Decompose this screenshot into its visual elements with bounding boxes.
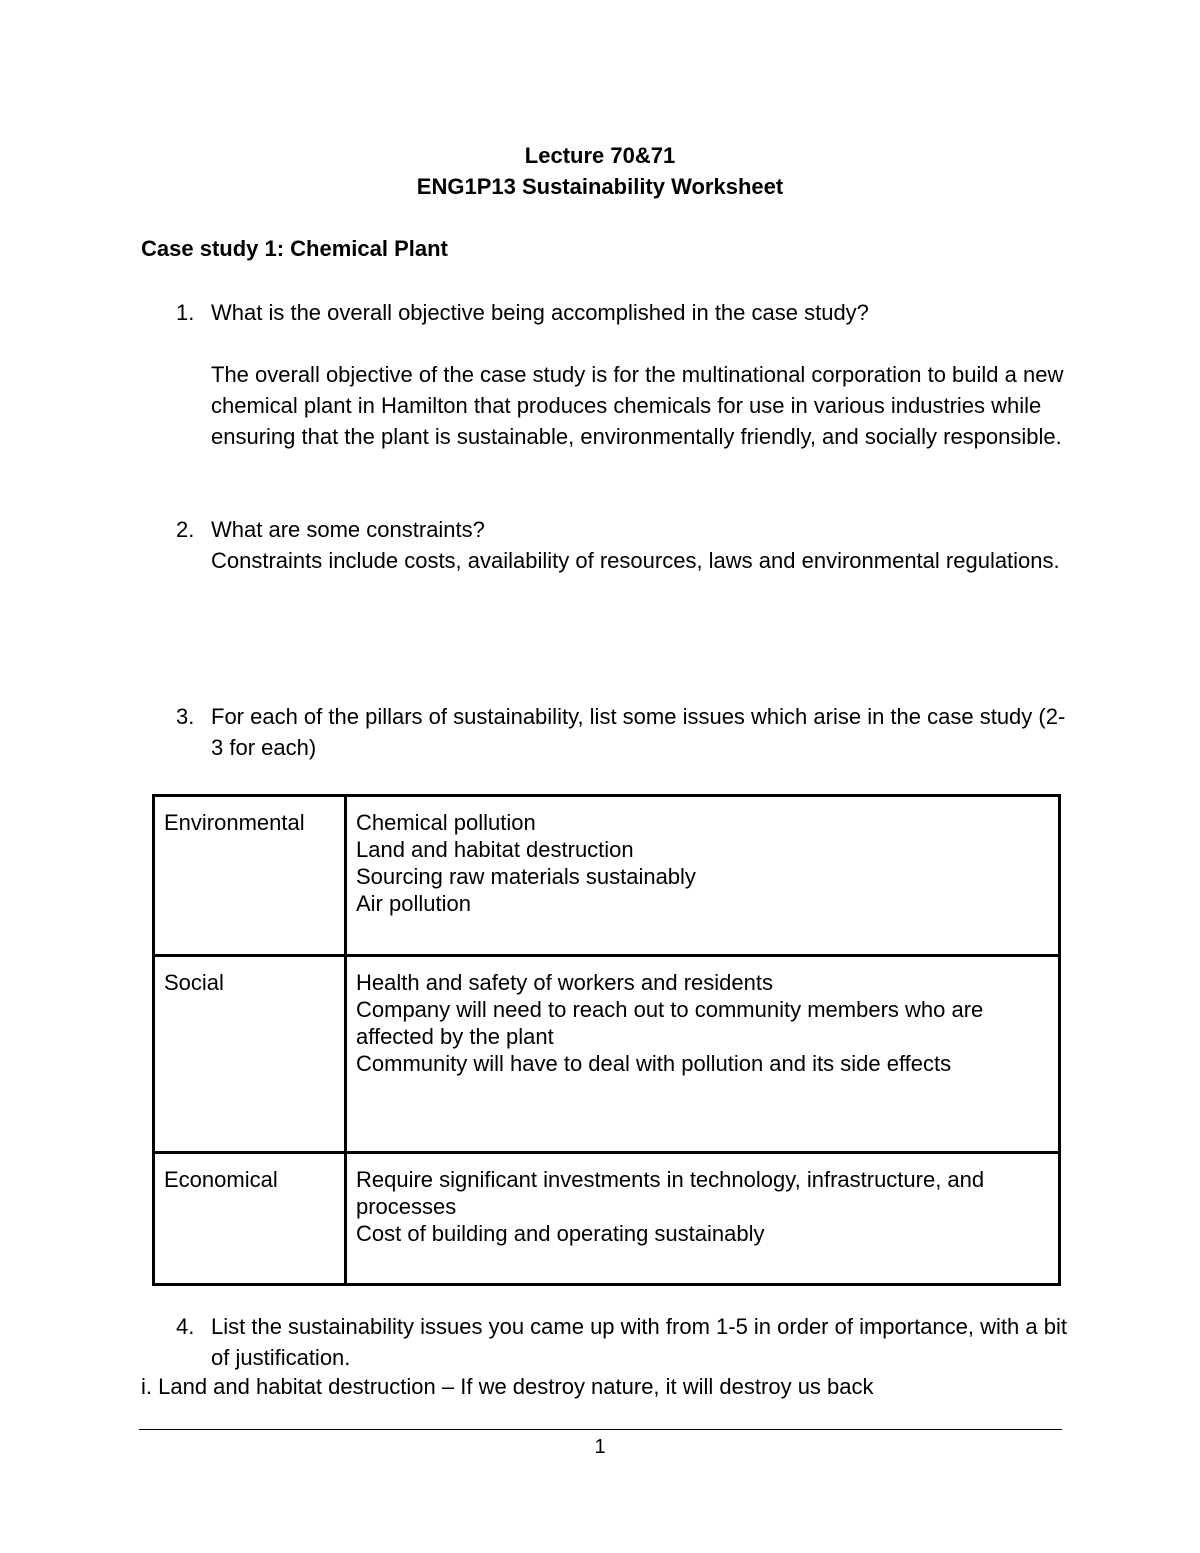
question-text: What are some constraints?	[211, 517, 485, 542]
table-row	[154, 796, 1060, 956]
pillar-issues	[346, 956, 1060, 1153]
issue-item: Health and safety of workers and residents	[356, 970, 774, 995]
issue-item: Require significant investments in technology, infrastructure, and processes	[356, 1167, 985, 1219]
answer-2: Constraints include costs, availability of resources, laws and environmental regulations.	[211, 548, 1060, 573]
answer-1: The overall objective of the case study is for the multinational corporation to build a new chemical plant in Hamilton that produces chemicals for use in various industries while ensuring that the plant is sustainable, environmentally friendly, and socially responsible.	[211, 362, 1064, 449]
issue-item: Community will have to deal with pollution and its side effects	[356, 1051, 952, 1076]
pillars-table	[152, 794, 1061, 1286]
question-text: What is the overall objective being accomplished in the case study?	[211, 300, 869, 325]
table-row	[154, 956, 1060, 1153]
issue-item: Cost of building and operating sustainably	[356, 1221, 765, 1246]
question-text: For each of the pillars of sustainability, list some issues which arise in the case study (2-3 for each)	[211, 704, 1066, 760]
question-number: 3.	[176, 704, 195, 729]
case-study-heading: Case study 1: Chemical Plant	[141, 236, 448, 261]
issue-item: Company will need to reach out to community members who are affected by the plant	[356, 997, 984, 1049]
footer-divider	[139, 1429, 1062, 1430]
pillar-issues	[346, 1153, 1060, 1285]
pillar-issues	[346, 796, 1060, 956]
pillar-label: Economical	[154, 1153, 346, 1285]
ranking-item: i. Land and habitat destruction – If we destroy nature, it will destroy us back	[141, 1374, 874, 1399]
question-number: 4.	[176, 1314, 195, 1339]
table-row	[154, 1153, 1060, 1285]
issue-item: Sourcing raw materials sustainably	[356, 864, 696, 889]
worksheet-title: ENG1P13 Sustainability Worksheet	[416, 174, 784, 199]
pillar-label: Environmental	[154, 796, 346, 956]
issue-item: Land and habitat destruction	[356, 837, 634, 862]
page-number: 1	[594, 1436, 606, 1458]
issue-item: Chemical pollution	[356, 810, 536, 835]
question-number: 2.	[176, 517, 195, 542]
question-text: List the sustainability issues you came up with from 1-5 in order of importance, with a bit of justification.	[211, 1314, 1067, 1370]
lecture-title: Lecture 70&71	[524, 143, 676, 168]
question-number: 1.	[176, 300, 195, 325]
issue-item: Air pollution	[356, 891, 471, 916]
pillar-label: Social	[154, 956, 346, 1153]
